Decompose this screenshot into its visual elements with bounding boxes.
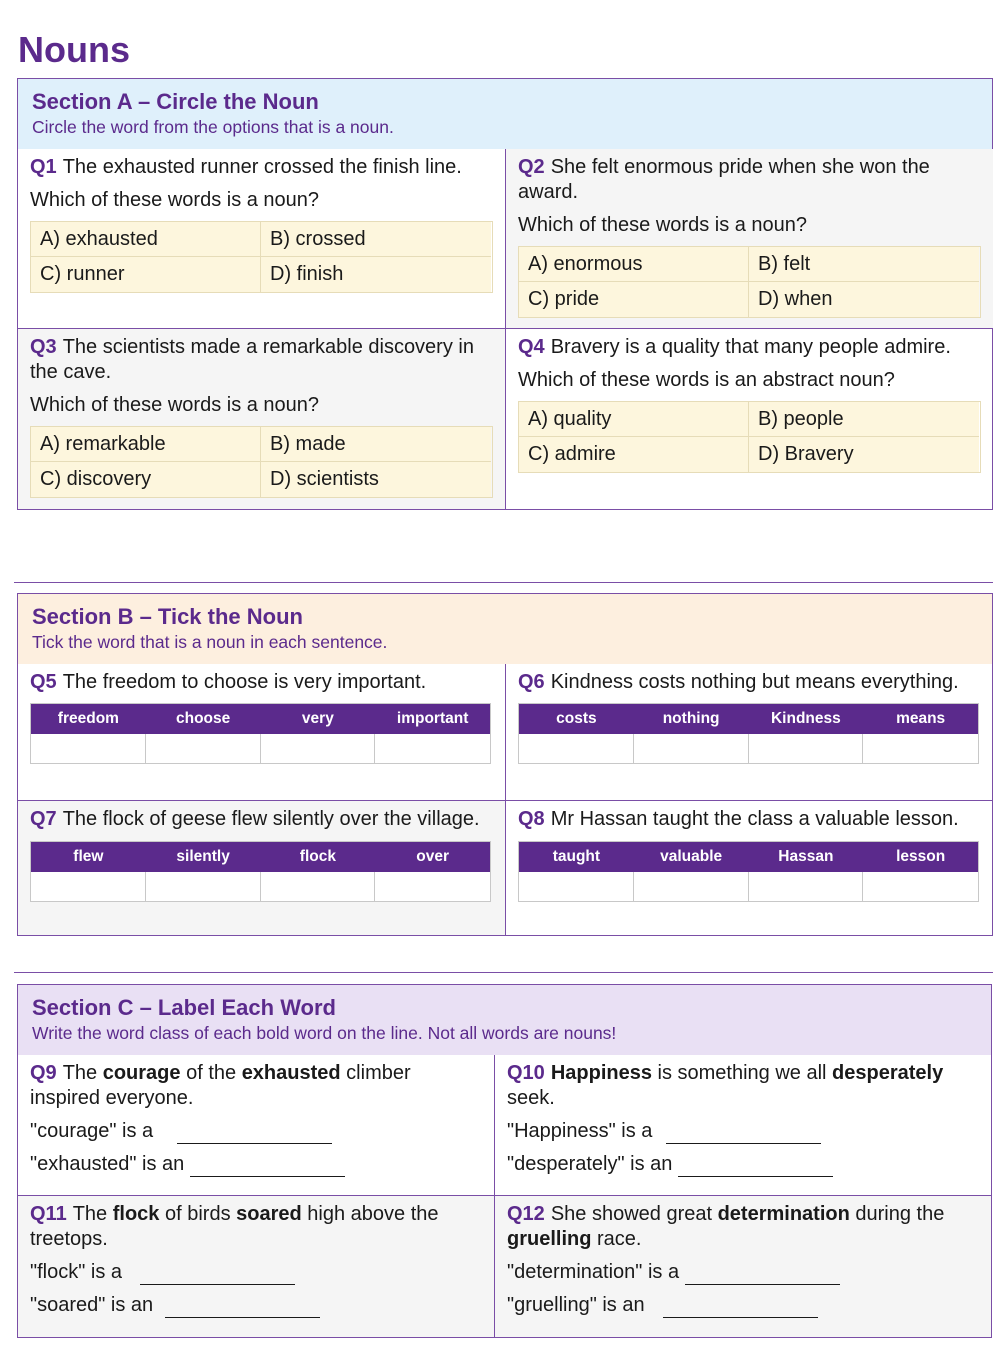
option-c[interactable]: C) pride xyxy=(519,282,749,317)
tick-table xyxy=(30,841,491,902)
tick-word: costs xyxy=(556,710,597,727)
bold-word: gruelling xyxy=(507,1228,592,1250)
tick-word: freedom xyxy=(57,710,119,727)
option-b[interactable]: B) felt xyxy=(749,247,979,282)
sentence-part: climber inspired everyone. xyxy=(30,1062,411,1109)
question-number: Q11 xyxy=(30,1203,67,1225)
tick-table xyxy=(518,703,979,764)
section-c-title: Section C – Label Each Word xyxy=(32,995,336,1020)
tick-word: silently xyxy=(176,848,230,865)
options-grid xyxy=(30,221,493,293)
question-prompt: Which of these words is an abstract noun? xyxy=(518,369,895,391)
answer-line[interactable] xyxy=(140,1267,295,1285)
sentence-part: The xyxy=(72,1203,113,1225)
question-q8 xyxy=(506,801,993,935)
tick-box[interactable] xyxy=(375,734,490,763)
answer-label: "soared" is an xyxy=(30,1294,154,1316)
tick-word: lesson xyxy=(896,848,946,865)
question-text: She felt enormous pride when she won the award. xyxy=(518,156,930,203)
bold-word: exhausted xyxy=(241,1062,341,1084)
tick-box[interactable] xyxy=(519,872,634,901)
question-number: Q2 xyxy=(518,156,545,178)
section-c-subtitle: Write the word class of each bold word on the line. Not all words are nouns! xyxy=(32,1023,617,1043)
section-b-title: Section B – Tick the Noun xyxy=(32,604,303,629)
answer-line[interactable] xyxy=(685,1267,840,1285)
answer-label: "flock" is a xyxy=(30,1261,123,1283)
tick-box[interactable] xyxy=(634,872,749,901)
section-b-subtitle: Tick the word that is a noun in each sentence. xyxy=(32,632,388,652)
answer-label: "determination" is a xyxy=(507,1261,680,1283)
tick-box[interactable] xyxy=(375,872,490,901)
question-number: Q1 xyxy=(30,156,57,178)
tick-word: taught xyxy=(552,848,601,865)
option-a[interactable]: A) exhausted xyxy=(31,222,261,257)
answer-line[interactable] xyxy=(666,1126,821,1144)
sentence-part: seek. xyxy=(507,1087,555,1109)
option-d[interactable]: D) Bravery xyxy=(749,437,979,472)
question-number: Q12 xyxy=(507,1203,545,1225)
answer-label: "gruelling" is an xyxy=(507,1294,645,1316)
question-q1 xyxy=(18,149,506,329)
question-text: Mr Hassan taught the class a valuable lesson. xyxy=(550,808,959,830)
question-text: The scientists made a remarkable discovery in the cave. xyxy=(30,336,474,383)
question-number: Q9 xyxy=(30,1062,57,1084)
option-d[interactable]: D) finish xyxy=(261,257,491,292)
question-number: Q10 xyxy=(507,1062,545,1084)
option-b[interactable]: B) people xyxy=(749,402,979,437)
sentence-part: She showed great xyxy=(550,1203,718,1225)
tick-box[interactable] xyxy=(863,872,978,901)
answer-line[interactable] xyxy=(190,1159,345,1177)
question-text: The exhausted runner crossed the finish line. xyxy=(62,156,462,178)
tick-word: flock xyxy=(299,848,336,865)
question-q12 xyxy=(495,1196,991,1337)
option-c[interactable]: C) runner xyxy=(31,257,261,292)
option-d[interactable]: D) when xyxy=(749,282,979,317)
question-text: Bravery is a quality that many people admire. xyxy=(550,336,951,358)
question-text: The freedom to choose is very important. xyxy=(62,671,427,693)
question-number: Q5 xyxy=(30,671,57,693)
section-c xyxy=(17,984,992,1338)
tick-box[interactable] xyxy=(146,734,261,763)
tick-word: important xyxy=(396,710,469,727)
tick-box[interactable] xyxy=(261,734,376,763)
question-q2 xyxy=(506,149,993,329)
bold-word: Happiness xyxy=(550,1062,652,1084)
option-a[interactable]: A) quality xyxy=(519,402,749,437)
answer-line[interactable] xyxy=(165,1300,320,1318)
tick-word: over xyxy=(416,848,449,865)
section-a xyxy=(17,78,993,510)
question-prompt: Which of these words is a noun? xyxy=(518,214,808,236)
question-text: Kindness costs nothing but means everything. xyxy=(550,671,959,693)
question-q7 xyxy=(18,801,506,935)
answer-line[interactable] xyxy=(678,1159,833,1177)
option-b[interactable]: B) crossed xyxy=(261,222,491,257)
sentence-part: high above the treetops. xyxy=(30,1203,439,1250)
question-number: Q6 xyxy=(518,671,545,693)
tick-box[interactable] xyxy=(31,734,146,763)
tick-box[interactable] xyxy=(749,872,864,901)
section-divider xyxy=(14,582,993,583)
tick-box[interactable] xyxy=(261,872,376,901)
question-q10 xyxy=(495,1055,991,1196)
answer-label: "Happiness" is a xyxy=(507,1120,653,1142)
bold-word: flock xyxy=(112,1203,160,1225)
question-number: Q8 xyxy=(518,808,545,830)
question-q3 xyxy=(18,329,506,509)
bold-word: determination xyxy=(717,1203,850,1225)
sentence-part: during the xyxy=(849,1203,945,1225)
question-number: Q3 xyxy=(30,336,57,358)
question-q6 xyxy=(506,664,993,801)
tick-box[interactable] xyxy=(863,734,978,763)
sentence-part: The xyxy=(62,1062,103,1084)
section-b xyxy=(17,593,993,936)
question-q5 xyxy=(18,664,506,801)
tick-box[interactable] xyxy=(31,872,146,901)
option-a[interactable]: A) enormous xyxy=(519,247,749,282)
bold-word: soared xyxy=(236,1203,302,1225)
tick-table xyxy=(518,841,979,902)
section-divider xyxy=(14,972,993,973)
sentence-part: of birds xyxy=(159,1203,237,1225)
tick-word: Kindness xyxy=(770,710,841,727)
tick-word: very xyxy=(301,710,334,727)
option-b[interactable]: B) made xyxy=(261,427,491,462)
section-a-title: Section A – Circle the Noun xyxy=(32,89,319,114)
tick-word: nothing xyxy=(662,710,720,727)
option-a[interactable]: A) remarkable xyxy=(31,427,261,462)
sentence-part: is something we all xyxy=(651,1062,833,1084)
tick-box[interactable] xyxy=(146,872,261,901)
section-a-header xyxy=(18,79,992,149)
option-d[interactable]: D) scientists xyxy=(261,462,491,497)
question-prompt: Which of these words is a noun? xyxy=(30,394,320,416)
sentence-part: of the xyxy=(180,1062,242,1084)
question-prompt: Which of these words is a noun? xyxy=(30,189,320,211)
tick-box[interactable] xyxy=(634,734,749,763)
options-grid xyxy=(518,401,981,473)
answer-label: "courage" is a xyxy=(30,1120,154,1142)
options-grid xyxy=(518,246,981,318)
question-text: The flock of geese flew silently over the village. xyxy=(62,808,480,830)
option-c[interactable]: C) discovery xyxy=(31,462,261,497)
question-q9 xyxy=(18,1055,495,1196)
answer-line[interactable] xyxy=(177,1126,332,1144)
tick-word: flew xyxy=(73,848,104,865)
page-title: Nouns xyxy=(18,29,130,70)
tick-word: choose xyxy=(175,710,231,727)
option-c[interactable]: C) admire xyxy=(519,437,749,472)
options-grid xyxy=(30,426,493,498)
tick-word: valuable xyxy=(660,848,723,865)
tick-word: Hassan xyxy=(778,848,834,865)
section-b-header xyxy=(18,594,992,664)
answer-line[interactable] xyxy=(663,1300,818,1318)
section-c-header xyxy=(18,985,991,1055)
answer-label: "exhausted" is an xyxy=(30,1153,185,1175)
tick-word: means xyxy=(896,710,946,727)
tick-box[interactable] xyxy=(519,734,634,763)
bold-word: desperately xyxy=(832,1062,944,1084)
question-q4 xyxy=(506,329,993,509)
answer-label: "desperately" is an xyxy=(507,1153,673,1175)
tick-box[interactable] xyxy=(749,734,864,763)
sentence-part: race. xyxy=(591,1228,642,1250)
section-a-subtitle: Circle the word from the options that is a noun. xyxy=(32,117,394,137)
question-q11 xyxy=(18,1196,495,1337)
question-number: Q7 xyxy=(30,808,57,830)
tick-table xyxy=(30,703,491,764)
question-number: Q4 xyxy=(518,336,545,358)
bold-word: courage xyxy=(102,1062,181,1084)
